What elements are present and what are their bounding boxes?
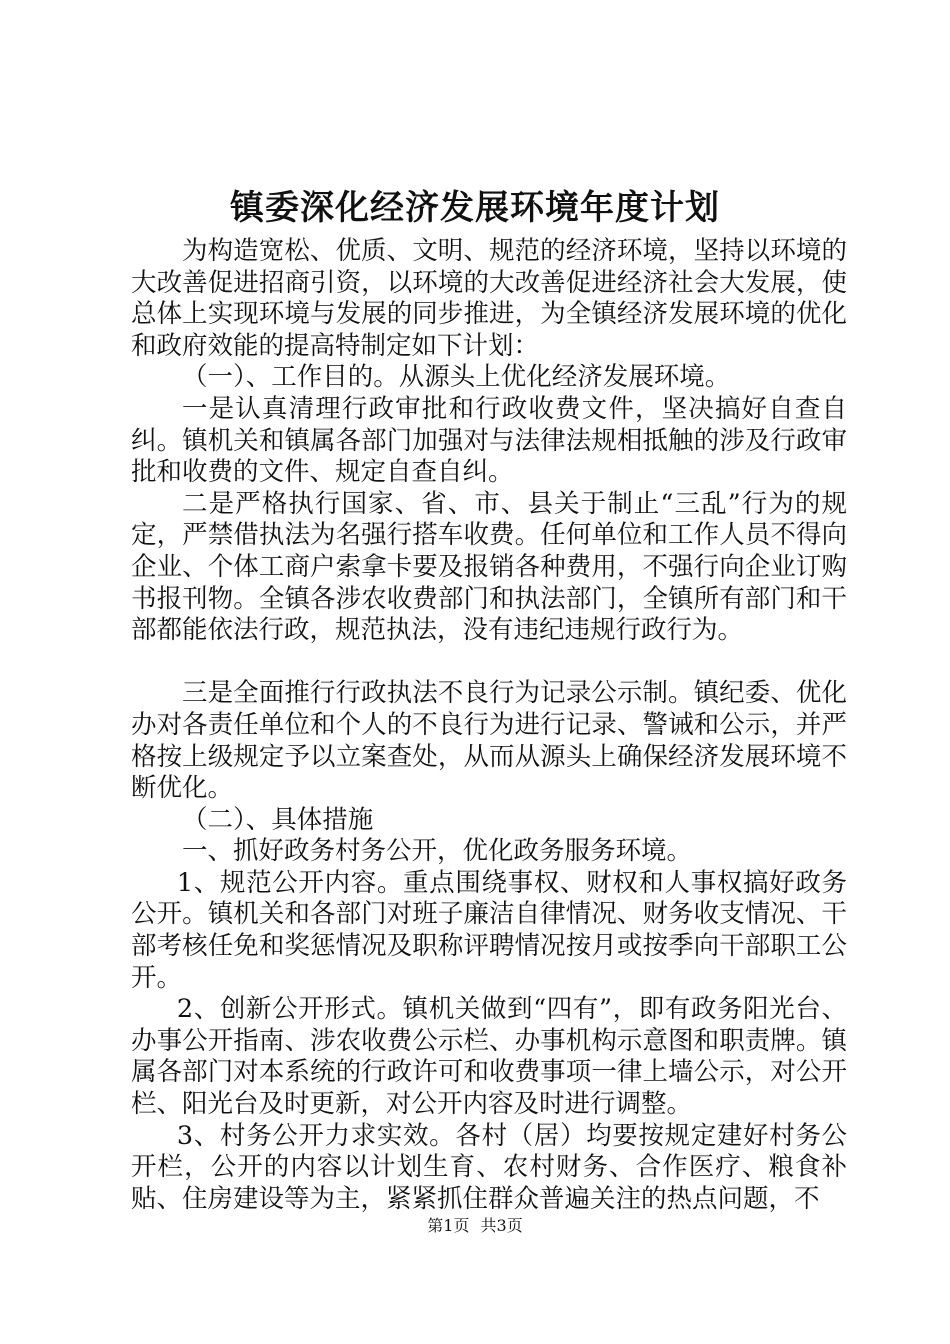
document-title: 镇委深化经济发展环境年度计划 xyxy=(230,188,720,228)
paragraph-item-1: 一是认真清理行政审批和行政收费文件，坚决搞好自查自纠。镇机关和镇属各部门加强对与法律法规相抵触的涉及行政审批和收费的文件、规定自查自纠。 xyxy=(131,393,847,488)
paragraph-intro: 为构造宽松、优质、文明、规范的经济环境，坚持以环境的大改善促进招商引资，以环境的大改善促进经济社会大发展，使总体上实现环境与发展的同步推进，为全镇经济发展环境的优化和政府效能的提高特制定如下计划： xyxy=(131,236,847,361)
paragraph-item-3: 三是全面推行行政执法不良行为记录公示制。镇纪委、优化办对各责任单位和个人的不良行为进行记录、警诫和公示，并严格按上级规定予以立案查处，从而从源头上确保经济发展环境不断优化。 xyxy=(131,678,847,804)
document-body xyxy=(131,236,847,1215)
paragraph-item-2: 二是严格执行国家、省、市、县关于制止“三乱”行为的规定，严禁借执法为名强行搭车收费。任何单位和工作人员不得向企业、个体工商户索拿卡要及报销各种费用，不强行向企业订购书报刊物。全镇各涉农收费部门和执法部门，全镇所有部门和干部都能依法行政，规范执法，没有违纪违规行政行为。 xyxy=(131,488,847,646)
subsection-heading-1: 一、抓好政务村务公开，优化政务服务环境。 xyxy=(182,836,693,867)
section-heading-2: （二）、具体措施 xyxy=(182,804,374,835)
paragraph-measure-3: 3、村务公开力求实效。各村（居）均要按规定建好村务公开栏，公开的内容以计划生育、农村财务、合作医疗、粮食补贴、住房建设等为主，紧紧抓住群众普遍关注的热点问题，不 xyxy=(131,1120,847,1214)
paragraph-measure-2: 2、创新公开形式。镇机关做到“四有”，即有政务阳光台、办事公开指南、涉农收费公示栏、办事机构示意图和职责牌。镇属各部门对本系统的行政许可和收费事项一律上墙公示，对公开栏、阳光台及时更新，对公开内容及时进行调整。 xyxy=(131,994,847,1120)
page-footer xyxy=(0,1215,950,1237)
section-heading-1: （一）、工作目的。从源头上优化经济发展环境。 xyxy=(182,362,731,393)
paragraph-measure-1: 1、规范公开内容。重点围绕事权、财权和人事权搞好政务公开。镇机关和各部门对班子廉洁自律情况、财务收支情况、干部考核任免和奖惩情况及职称评聘情况按月或按季向干部职工公开。 xyxy=(131,867,847,993)
page-total: 共3页 xyxy=(480,1216,523,1235)
paragraph-gap xyxy=(131,647,847,679)
page-number: 第1页 xyxy=(427,1216,470,1235)
